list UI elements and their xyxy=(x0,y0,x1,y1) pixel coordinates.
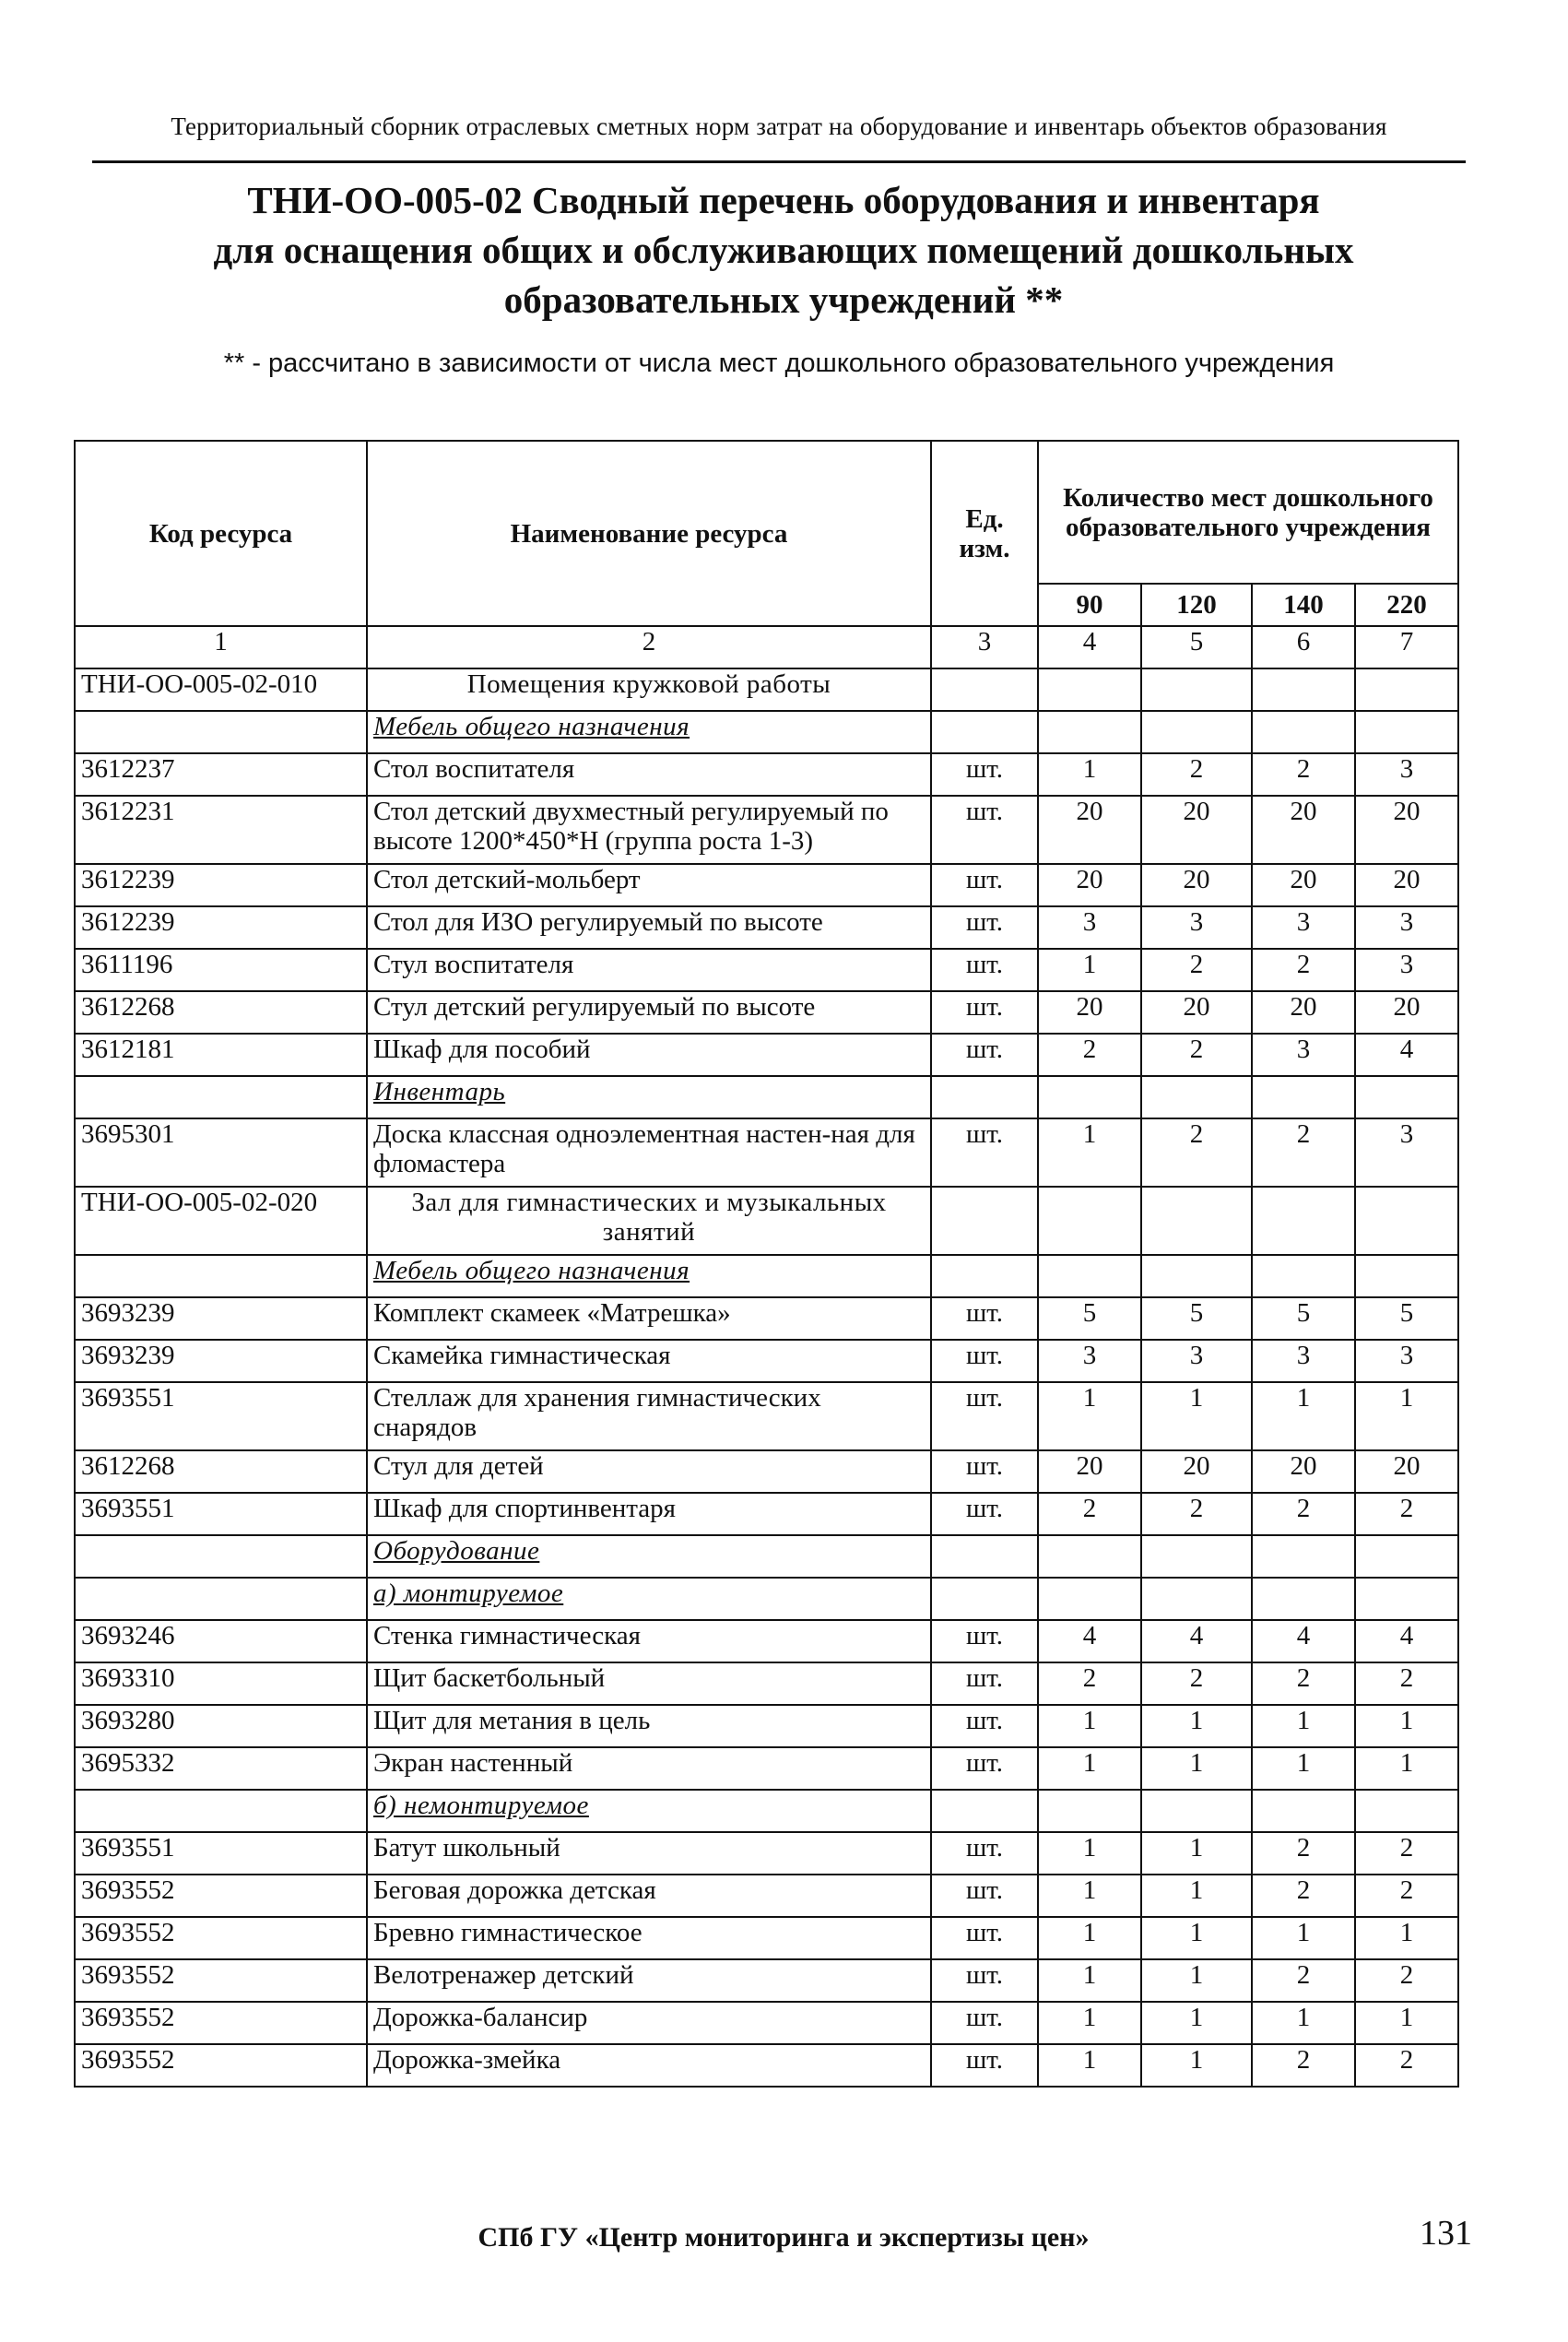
quantity-cell: 4 xyxy=(1355,1034,1458,1076)
empty-cell xyxy=(1141,1187,1252,1255)
empty-cell xyxy=(931,1187,1038,1255)
quantity-cell: 20 xyxy=(1038,1450,1141,1493)
empty-cell xyxy=(75,1255,367,1297)
unit-cell: шт. xyxy=(931,1662,1038,1705)
table-row xyxy=(75,1832,1458,1875)
table-row xyxy=(75,1875,1458,1917)
table-row xyxy=(75,1450,1458,1493)
title-line-2: для оснащения общих и обслуживающих помещений дошкольных xyxy=(213,229,1354,271)
empty-cell xyxy=(75,1535,367,1578)
quantity-cell: 1 xyxy=(1355,1705,1458,1747)
subsection-row xyxy=(75,711,1458,753)
quantity-cell: 1 xyxy=(1141,1705,1252,1747)
quantity-cell: 3 xyxy=(1141,1340,1252,1382)
empty-cell xyxy=(1355,1578,1458,1620)
header-name: Наименование ресурса xyxy=(367,441,931,626)
quantity-cell: 5 xyxy=(1355,1297,1458,1340)
quantity-cell: 2 xyxy=(1141,1034,1252,1076)
document-title xyxy=(147,175,1420,325)
table-row xyxy=(75,991,1458,1034)
resource-name: Стол детский-мольберт xyxy=(367,864,931,906)
unit-cell: шт. xyxy=(931,2044,1038,2087)
col-number: 7 xyxy=(1355,626,1458,668)
empty-cell xyxy=(75,1790,367,1832)
table-row xyxy=(75,2044,1458,2087)
header-unit: Ед. изм. xyxy=(931,441,1038,626)
quantity-cell: 1 xyxy=(1252,2002,1355,2044)
resource-code: 3612268 xyxy=(75,1450,367,1493)
quantity-cell: 1 xyxy=(1038,1875,1141,1917)
quantity-cell: 1 xyxy=(1038,1832,1141,1875)
quantity-cell: 1 xyxy=(1355,2002,1458,2044)
header-code: Код ресурса xyxy=(75,441,367,626)
empty-cell xyxy=(1252,711,1355,753)
resource-code: 3693246 xyxy=(75,1620,367,1662)
empty-cell xyxy=(1355,1187,1458,1255)
table-row xyxy=(75,1662,1458,1705)
resource-code: 3693551 xyxy=(75,1832,367,1875)
quantity-cell: 20 xyxy=(1252,991,1355,1034)
empty-cell xyxy=(1252,1790,1355,1832)
quantity-cell: 20 xyxy=(1141,991,1252,1034)
quantity-cell: 4 xyxy=(1038,1620,1141,1662)
quantity-cell: 1 xyxy=(1355,1382,1458,1450)
quantity-cell: 2 xyxy=(1141,949,1252,991)
quantity-cell: 2 xyxy=(1141,1662,1252,1705)
unit-cell: шт. xyxy=(931,1747,1038,1790)
col-number: 2 xyxy=(367,626,931,668)
quantity-cell: 3 xyxy=(1252,1340,1355,1382)
quantity-cell: 2 xyxy=(1355,2044,1458,2087)
empty-cell xyxy=(1038,668,1141,711)
quantity-cell: 1 xyxy=(1141,1917,1252,1959)
quantity-cell: 2 xyxy=(1141,753,1252,796)
subsection-title: Инвентарь xyxy=(367,1076,931,1118)
table-row xyxy=(75,1917,1458,1959)
resource-name: Доска классная одноэлементная настен-ная для фломастера xyxy=(367,1118,931,1187)
subsection-row xyxy=(75,1255,1458,1297)
quantity-cell: 3 xyxy=(1355,906,1458,949)
empty-cell xyxy=(931,1578,1038,1620)
quantity-cell: 4 xyxy=(1141,1620,1252,1662)
empty-cell xyxy=(1141,1076,1252,1118)
quantity-cell: 1 xyxy=(1141,1747,1252,1790)
quantity-cell: 1 xyxy=(1252,1382,1355,1450)
unit-cell: шт. xyxy=(931,991,1038,1034)
quantity-cell: 20 xyxy=(1252,1450,1355,1493)
unit-cell: шт. xyxy=(931,1875,1038,1917)
section-row xyxy=(75,668,1458,711)
unit-cell: шт. xyxy=(931,753,1038,796)
section-row xyxy=(75,1187,1458,1255)
col-number: 1 xyxy=(75,626,367,668)
quantity-cell: 3 xyxy=(1355,949,1458,991)
quantity-cell: 20 xyxy=(1038,864,1141,906)
subsection-row xyxy=(75,1076,1458,1118)
resource-name: Стенка гимнастическая xyxy=(367,1620,931,1662)
resource-code: 3693552 xyxy=(75,1875,367,1917)
quantity-cell: 20 xyxy=(1141,796,1252,864)
quantity-cell: 2 xyxy=(1252,949,1355,991)
resource-name: Шкаф для спортинвентаря xyxy=(367,1493,931,1535)
quantity-cell: 1 xyxy=(1038,1382,1141,1450)
quantity-cell: 20 xyxy=(1252,864,1355,906)
table-row xyxy=(75,1382,1458,1450)
quantity-cell: 1 xyxy=(1252,1705,1355,1747)
resource-name: Батут школьный xyxy=(367,1832,931,1875)
empty-cell xyxy=(1141,1790,1252,1832)
resource-name: Велотренажер детский xyxy=(367,1959,931,2002)
quantity-cell: 1 xyxy=(1141,1875,1252,1917)
table-row xyxy=(75,1705,1458,1747)
quantity-cell: 2 xyxy=(1252,1875,1355,1917)
quantity-cell: 20 xyxy=(1355,796,1458,864)
empty-cell xyxy=(1355,668,1458,711)
empty-cell xyxy=(1355,1535,1458,1578)
quantity-cell: 1 xyxy=(1038,1917,1141,1959)
empty-cell xyxy=(1355,711,1458,753)
unit-cell: шт. xyxy=(931,1620,1038,1662)
unit-cell: шт. xyxy=(931,1297,1038,1340)
resource-name: Скамейка гимнастическая xyxy=(367,1340,931,1382)
unit-cell: шт. xyxy=(931,2002,1038,2044)
resource-name: Стул для детей xyxy=(367,1450,931,1493)
resource-name: Беговая дорожка детская xyxy=(367,1875,931,1917)
unit-cell: шт. xyxy=(931,1118,1038,1187)
page-number: 131 xyxy=(1420,2214,1472,2253)
empty-cell xyxy=(1141,711,1252,753)
quantity-cell: 3 xyxy=(1038,1340,1141,1382)
title-line-3: образовательных учреждений ** xyxy=(503,278,1064,321)
col-number: 4 xyxy=(1038,626,1141,668)
column-number-row xyxy=(75,626,1458,668)
unit-cell: шт. xyxy=(931,1917,1038,1959)
resource-name: Стул воспитателя xyxy=(367,949,931,991)
quantity-cell: 4 xyxy=(1355,1620,1458,1662)
quantity-cell: 20 xyxy=(1141,1450,1252,1493)
quantity-cell: 2 xyxy=(1038,1662,1141,1705)
quantity-cell: 20 xyxy=(1355,1450,1458,1493)
empty-cell xyxy=(1252,1187,1355,1255)
quantity-cell: 3 xyxy=(1355,1118,1458,1187)
running-header: Территориальный сборник отраслевых сметных норм затрат на оборудование и инвентарь объектов образования xyxy=(171,112,1387,140)
quantity-cell: 3 xyxy=(1252,1034,1355,1076)
unit-cell: шт. xyxy=(931,796,1038,864)
resource-code: 3612181 xyxy=(75,1034,367,1076)
empty-cell xyxy=(1038,1255,1141,1297)
quantity-cell: 2 xyxy=(1252,753,1355,796)
empty-cell xyxy=(1141,1535,1252,1578)
quantity-cell: 2 xyxy=(1252,1662,1355,1705)
empty-cell xyxy=(931,711,1038,753)
col-number: 5 xyxy=(1141,626,1252,668)
table-row xyxy=(75,949,1458,991)
resource-name: Дорожка-змейка xyxy=(367,2044,931,2087)
quantity-cell: 1 xyxy=(1038,2002,1141,2044)
quantity-cell: 3 xyxy=(1355,753,1458,796)
calculation-note: ** - рассчитано в зависимости от числа мест дошкольного образовательного учреждения xyxy=(223,349,1335,378)
resource-code: 3693239 xyxy=(75,1340,367,1382)
table-row xyxy=(75,864,1458,906)
unit-cell: шт. xyxy=(931,1832,1038,1875)
resource-code: 3693280 xyxy=(75,1705,367,1747)
quantity-cell: 2 xyxy=(1252,1493,1355,1535)
quantity-cell: 20 xyxy=(1141,864,1252,906)
quantity-cell: 2 xyxy=(1141,1118,1252,1187)
col-number: 6 xyxy=(1252,626,1355,668)
quantity-cell: 3 xyxy=(1141,906,1252,949)
table-row xyxy=(75,1747,1458,1790)
header-rule xyxy=(92,160,1466,163)
resource-code: ТНИ-ОО-005-02-020 xyxy=(75,1187,367,1255)
empty-cell xyxy=(931,1255,1038,1297)
resource-name: Бревно гимнастическое xyxy=(367,1917,931,1959)
empty-cell xyxy=(1038,1187,1141,1255)
quantity-cell: 5 xyxy=(1038,1297,1141,1340)
resource-code: 3693551 xyxy=(75,1382,367,1450)
unit-cell: шт. xyxy=(931,1034,1038,1076)
subsection-title: б) немонтируемое xyxy=(367,1790,931,1832)
empty-cell xyxy=(1038,1535,1141,1578)
quantity-cell: 1 xyxy=(1141,2044,1252,2087)
empty-cell xyxy=(75,711,367,753)
resource-name: Щит баскетбольный xyxy=(367,1662,931,1705)
empty-cell xyxy=(1038,1076,1141,1118)
unit-cell: шт. xyxy=(931,906,1038,949)
quantity-cell: 3 xyxy=(1355,1340,1458,1382)
resource-code: 3695332 xyxy=(75,1747,367,1790)
quantity-cell: 1 xyxy=(1252,1917,1355,1959)
unit-cell: шт. xyxy=(931,1450,1038,1493)
empty-cell xyxy=(75,1076,367,1118)
table-row xyxy=(75,2002,1458,2044)
subsection-title: Мебель общего назначения xyxy=(367,711,931,753)
quantity-cell: 2 xyxy=(1355,1832,1458,1875)
resource-name: Шкаф для пособий xyxy=(367,1034,931,1076)
quantity-cell: 2 xyxy=(1355,1875,1458,1917)
resource-code: 3611196 xyxy=(75,949,367,991)
quantity-cell: 2 xyxy=(1252,2044,1355,2087)
subsection-title: а) монтируемое xyxy=(367,1578,931,1620)
empty-cell xyxy=(931,1535,1038,1578)
table-row xyxy=(75,753,1458,796)
title-line-1: ТНИ-ОО-005-02 Сводный перечень оборудования и инвентаря xyxy=(247,179,1320,221)
quantity-cell: 5 xyxy=(1141,1297,1252,1340)
empty-cell xyxy=(75,1578,367,1620)
resource-table xyxy=(74,440,1459,2088)
empty-cell xyxy=(931,668,1038,711)
resource-name: Экран настенный xyxy=(367,1747,931,1790)
subsection-row xyxy=(75,1578,1458,1620)
resource-name: Щит для метания в цель xyxy=(367,1705,931,1747)
table-row xyxy=(75,1118,1458,1187)
empty-cell xyxy=(1141,1255,1252,1297)
empty-cell xyxy=(1252,1076,1355,1118)
quantity-cell: 2 xyxy=(1252,1118,1355,1187)
table-row xyxy=(75,1297,1458,1340)
empty-cell xyxy=(931,1076,1038,1118)
header-places-90: 90 xyxy=(1038,584,1141,626)
quantity-cell: 1 xyxy=(1141,1382,1252,1450)
quantity-cell: 2 xyxy=(1355,1493,1458,1535)
footer-organization: СПб ГУ «Центр мониторинга и экспертизы цен» xyxy=(477,2222,1090,2253)
unit-cell: шт. xyxy=(931,864,1038,906)
resource-code: 3612231 xyxy=(75,796,367,864)
header-places-140: 140 xyxy=(1252,584,1355,626)
empty-cell xyxy=(1252,668,1355,711)
quantity-cell: 1 xyxy=(1141,1959,1252,2002)
unit-cell: шт. xyxy=(931,1493,1038,1535)
resource-name: Стул детский регулируемый по высоте xyxy=(367,991,931,1034)
quantity-cell: 2 xyxy=(1252,1832,1355,1875)
table-row xyxy=(75,1620,1458,1662)
resource-code: 3695301 xyxy=(75,1118,367,1187)
quantity-cell: 20 xyxy=(1252,796,1355,864)
quantity-cell: 1 xyxy=(1038,1118,1141,1187)
quantity-cell: 1 xyxy=(1355,1747,1458,1790)
empty-cell xyxy=(1038,711,1141,753)
resource-name: Стол воспитателя xyxy=(367,753,931,796)
quantity-cell: 20 xyxy=(1355,991,1458,1034)
unit-cell: шт. xyxy=(931,1382,1038,1450)
subsection-title: Оборудование xyxy=(367,1535,931,1578)
quantity-cell: 20 xyxy=(1355,864,1458,906)
section-title: Помещения кружковой работы xyxy=(367,668,931,711)
empty-cell xyxy=(1038,1578,1141,1620)
quantity-cell: 1 xyxy=(1038,753,1141,796)
subsection-row xyxy=(75,1535,1458,1578)
quantity-cell: 20 xyxy=(1038,991,1141,1034)
quantity-cell: 2 xyxy=(1355,1662,1458,1705)
quantity-cell: 4 xyxy=(1252,1620,1355,1662)
quantity-cell: 1 xyxy=(1252,1747,1355,1790)
quantity-cell: 1 xyxy=(1038,949,1141,991)
resource-code: 3693310 xyxy=(75,1662,367,1705)
resource-code: 3612268 xyxy=(75,991,367,1034)
unit-cell: шт. xyxy=(931,1340,1038,1382)
empty-cell xyxy=(1355,1790,1458,1832)
unit-cell: шт. xyxy=(931,1959,1038,2002)
resource-code: ТНИ-ОО-005-02-010 xyxy=(75,668,367,711)
col-number: 3 xyxy=(931,626,1038,668)
quantity-cell: 2 xyxy=(1038,1034,1141,1076)
quantity-cell: 2 xyxy=(1355,1959,1458,2002)
quantity-cell: 2 xyxy=(1141,1493,1252,1535)
resource-name: Дорожка-балансир xyxy=(367,2002,931,2044)
resource-code: 3612237 xyxy=(75,753,367,796)
quantity-cell: 1 xyxy=(1038,1959,1141,2002)
header-quantity: Количество мест дошкольного образовательного учреждения xyxy=(1038,441,1458,584)
quantity-cell: 1 xyxy=(1038,1747,1141,1790)
quantity-cell: 1 xyxy=(1141,1832,1252,1875)
section-title: Зал для гимнастических и музыкальных занятий xyxy=(367,1187,931,1255)
quantity-cell: 2 xyxy=(1038,1493,1141,1535)
resource-name: Стол детский двухместный регулируемый по высоте 1200*450*H (группа роста 1-3) xyxy=(367,796,931,864)
quantity-cell: 20 xyxy=(1038,796,1141,864)
quantity-cell: 1 xyxy=(1141,2002,1252,2044)
header-places-120: 120 xyxy=(1141,584,1252,626)
quantity-cell: 5 xyxy=(1252,1297,1355,1340)
resource-code: 3693551 xyxy=(75,1493,367,1535)
resource-name: Стол для ИЗО регулируемый по высоте xyxy=(367,906,931,949)
empty-cell xyxy=(931,1790,1038,1832)
empty-cell xyxy=(1355,1255,1458,1297)
empty-cell xyxy=(1355,1076,1458,1118)
table-row xyxy=(75,1959,1458,2002)
quantity-cell: 1 xyxy=(1038,1705,1141,1747)
resource-code: 3612239 xyxy=(75,906,367,949)
empty-cell xyxy=(1252,1255,1355,1297)
resource-code: 3693552 xyxy=(75,2002,367,2044)
resource-code: 3693552 xyxy=(75,1959,367,2002)
empty-cell xyxy=(1141,668,1252,711)
subsection-row xyxy=(75,1790,1458,1832)
resource-name: Комплект скамеек «Матрешка» xyxy=(367,1297,931,1340)
table-row xyxy=(75,1493,1458,1535)
quantity-cell: 2 xyxy=(1252,1959,1355,2002)
unit-cell: шт. xyxy=(931,949,1038,991)
resource-code: 3693239 xyxy=(75,1297,367,1340)
empty-cell xyxy=(1252,1578,1355,1620)
resource-code: 3612239 xyxy=(75,864,367,906)
empty-cell xyxy=(1038,1790,1141,1832)
table-row xyxy=(75,1340,1458,1382)
resource-name: Стеллаж для хранения гимнастических снарядов xyxy=(367,1382,931,1450)
quantity-cell: 3 xyxy=(1252,906,1355,949)
empty-cell xyxy=(1141,1578,1252,1620)
unit-cell: шт. xyxy=(931,1705,1038,1747)
resource-code: 3693552 xyxy=(75,2044,367,2087)
quantity-cell: 1 xyxy=(1355,1917,1458,1959)
table-row xyxy=(75,1034,1458,1076)
subsection-title: Мебель общего назначения xyxy=(367,1255,931,1297)
header-places-220: 220 xyxy=(1355,584,1458,626)
table-row xyxy=(75,796,1458,864)
table-row xyxy=(75,906,1458,949)
resource-code: 3693552 xyxy=(75,1917,367,1959)
quantity-cell: 3 xyxy=(1038,906,1141,949)
empty-cell xyxy=(1252,1535,1355,1578)
quantity-cell: 1 xyxy=(1038,2044,1141,2087)
